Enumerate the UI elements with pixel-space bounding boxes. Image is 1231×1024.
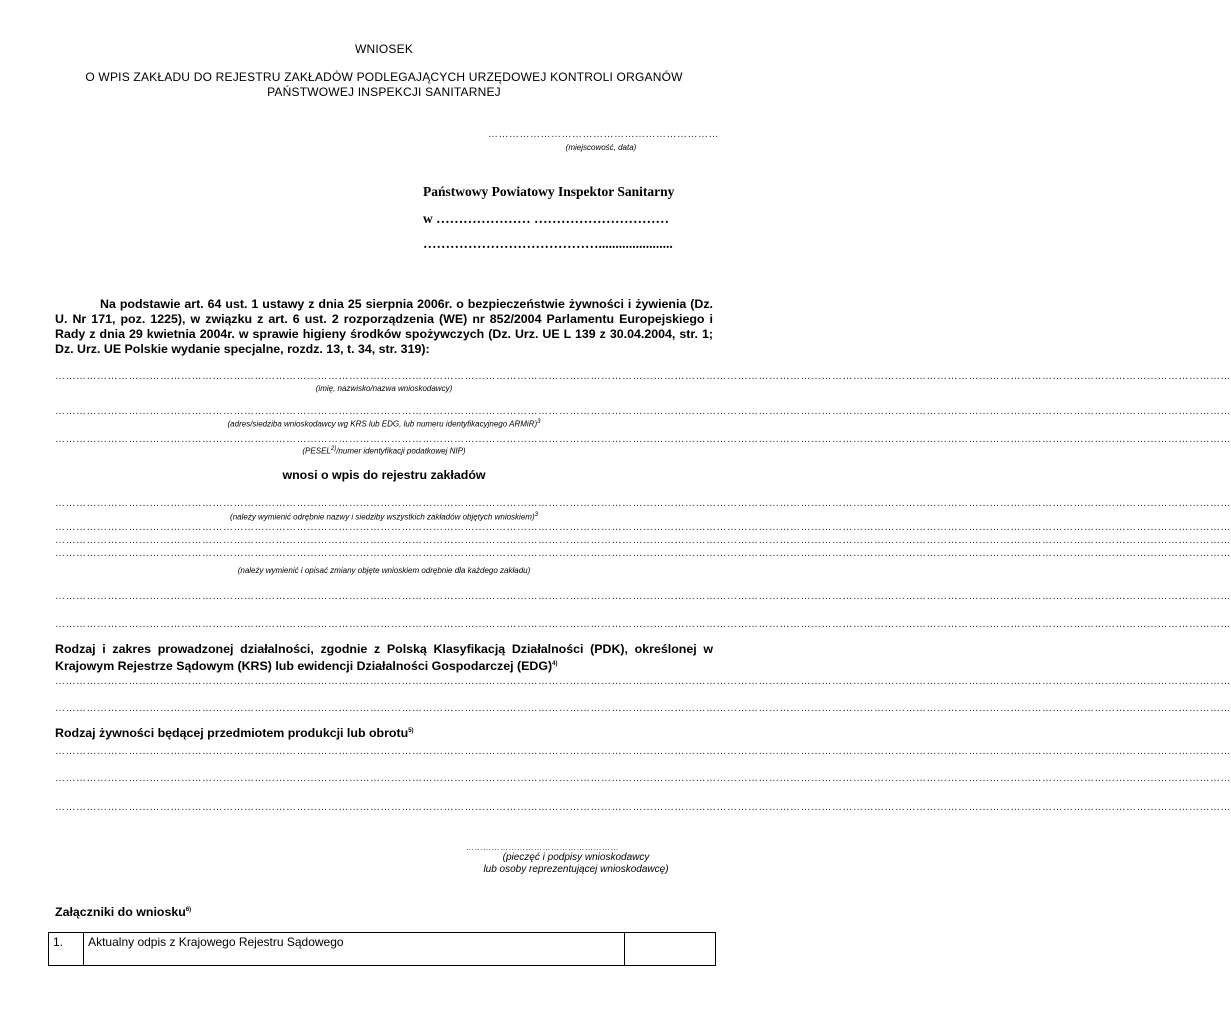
document-title: WNIOSEK bbox=[354, 42, 414, 56]
applicant-address-label: (adres/siedziba wnioskodawcy wg KRS lub EDG, lub numeru identyfikacyjnego ARMiR)$^3$ bbox=[227, 419, 541, 429]
food-dotline-2[interactable]: ………………………………………………………………………………………………………………………………………………………………………………………………………………………………………………………………………………………………………… bbox=[55, 773, 1231, 784]
activity-dotline-1[interactable]: ………………………………………………………………………………………………………………………………………………………………………………………………………………………………………………………………………………………………………… bbox=[55, 676, 1231, 687]
establishments-dotline-2[interactable]: ………………………………………………………………………………………………………………………………………………………………………………………………………………………………………………………………………………………………………… bbox=[55, 522, 1231, 533]
addressee-extra-dotline[interactable]: …………………………………...................... bbox=[423, 236, 673, 251]
document-subtitle-line2: PAŃSTWOWEJ INSPEKCJI SANITARNEJ bbox=[267, 85, 501, 99]
establishments-label: (należy wymienić odrębnie nazwy i siedziby wszystkich zakładów objętych wnioskiem)$^3$ bbox=[230, 512, 538, 522]
signature-dotline[interactable]: ……………………………………………… bbox=[466, 843, 619, 852]
food-dotline-1[interactable]: ………………………………………………………………………………………………………………………………………………………………………………………………………………………………………………………………………………………………………… bbox=[55, 746, 1231, 757]
establishments-dotline-4[interactable]: ………………………………………………………………………………………………………………………………………………………………………………………………………………………………………………………………………………………………………… bbox=[55, 548, 1231, 559]
attachment-check-cell[interactable] bbox=[624, 933, 715, 966]
attachments-table bbox=[48, 932, 716, 966]
activity-heading: Rodzaj i zakres prowadzonej działalności, zgodnie z Polską Klasyfikacją Działalności (PDK), określonej w Krajowym Rejestrze Sądowym (KRS) lub ewidencji Działalności Gospodarczej (EDG)$^{4)}$ bbox=[55, 642, 713, 674]
legal-basis-text: Na podstawie art. 64 ust. 1 ustawy z dnia 25 sierpnia 2006r. o bezpieczeństwie żywności i żywienia (Dz. U. Nr 171, poz. 1225), w związku z art. 6 ust. 2 rozporządzenia (WE) nr 852/2004 Parlamentu Europejskiego i Rady z dnia 29 kwietnia 2004r. w sprawie higieny środków spożywczych (Dz. Urz. UE L 139 z 30.04.2004, str. 1; Dz. Urz. UE Polskie wydanie specjalne, rozdz. 13, t. 34, str. 319): bbox=[55, 297, 713, 356]
establishments-dotline-1[interactable]: ………………………………………………………………………………………………………………………………………………………………………………………………………………………………………………………………………………………………………… bbox=[55, 498, 1231, 509]
pesel-nip-label: (PESEL$^{2)}$/numer identyfikacji podatkowej NIP) bbox=[302, 446, 466, 456]
applicant-address-dotline[interactable]: ………………………………………………………………………………………………………………………………………………………………………………………………………………………………………………………………………………………………………… bbox=[55, 406, 1231, 417]
food-dotline-3[interactable]: ………………………………………………………………………………………………………………………………………………………………………………………………………………………………………………………………………………………………………… bbox=[55, 802, 1231, 813]
request-heading: wnosi o wpis do rejestru zakładów bbox=[282, 468, 486, 482]
table-row bbox=[49, 933, 716, 966]
pesel-nip-dotline[interactable]: ………………………………………………………………………………………………………………………………………………………………………………………………………………………………………………………………………………………………………… bbox=[55, 434, 1231, 445]
changes-dotline-2[interactable]: ………………………………………………………………………………………………………………………………………………………………………………………………………………………………………………………………………………………………………… bbox=[55, 619, 1231, 630]
attachments-heading: Załączniki do wniosku$^{6)}$ bbox=[55, 905, 192, 919]
food-heading: Rodzaj żywności będącej przedmiotem produkcji lub obrotu$^{5)}$ bbox=[55, 726, 414, 740]
addressee-location-dotline[interactable]: w ………………… ………………………… bbox=[423, 211, 669, 226]
attachment-description: Aktualny odpis z Krajowego Rejestru Sądowego bbox=[84, 933, 625, 966]
signature-label-line2: lub osoby reprezentującej wnioskodawcę) bbox=[483, 864, 669, 875]
addressee-title: Państwowy Powiatowy Inspektor Sanitarny bbox=[423, 184, 675, 199]
changes-label: (należy wymienić i opisać zmiany objęte wnioskiem odrębnie dla każdego zakładu) bbox=[237, 566, 531, 575]
legal-basis-paragraph bbox=[55, 297, 713, 357]
activity-dotline-2[interactable]: ………………………………………………………………………………………………………………………………………………………………………………………………………………………………………………………………………………………………………… bbox=[55, 703, 1231, 714]
signature-label-line1: (pieczęć i podpisy wnioskodawcy bbox=[502, 852, 650, 863]
changes-dotline-1[interactable]: ………………………………………………………………………………………………………………………………………………………………………………………………………………………………………………………………………………………………………… bbox=[55, 591, 1231, 602]
document-subtitle-line1: O WPIS ZAKŁADU DO REJESTRU ZAKŁADÓW PODLEGAJĄCYCH URZĘDOWEJ KONTROLI ORGANÓW bbox=[85, 70, 683, 84]
place-date-dotline[interactable]: ………………………………………………………… bbox=[488, 129, 719, 140]
applicant-name-dotline[interactable]: ………………………………………………………………………………………………………………………………………………………………………………………………………………………………………………………………………………………………………… bbox=[55, 371, 1231, 382]
place-date-label: (miejscowość, data) bbox=[565, 143, 637, 152]
establishments-dotline-3[interactable]: ………………………………………………………………………………………………………………………………………………………………………………………………………………………………………………………………………………………………………… bbox=[55, 535, 1231, 546]
applicant-name-label: (imię, nazwisko/nazwa wnioskodawcy) bbox=[315, 384, 453, 393]
attachment-number: 1. bbox=[49, 933, 84, 966]
